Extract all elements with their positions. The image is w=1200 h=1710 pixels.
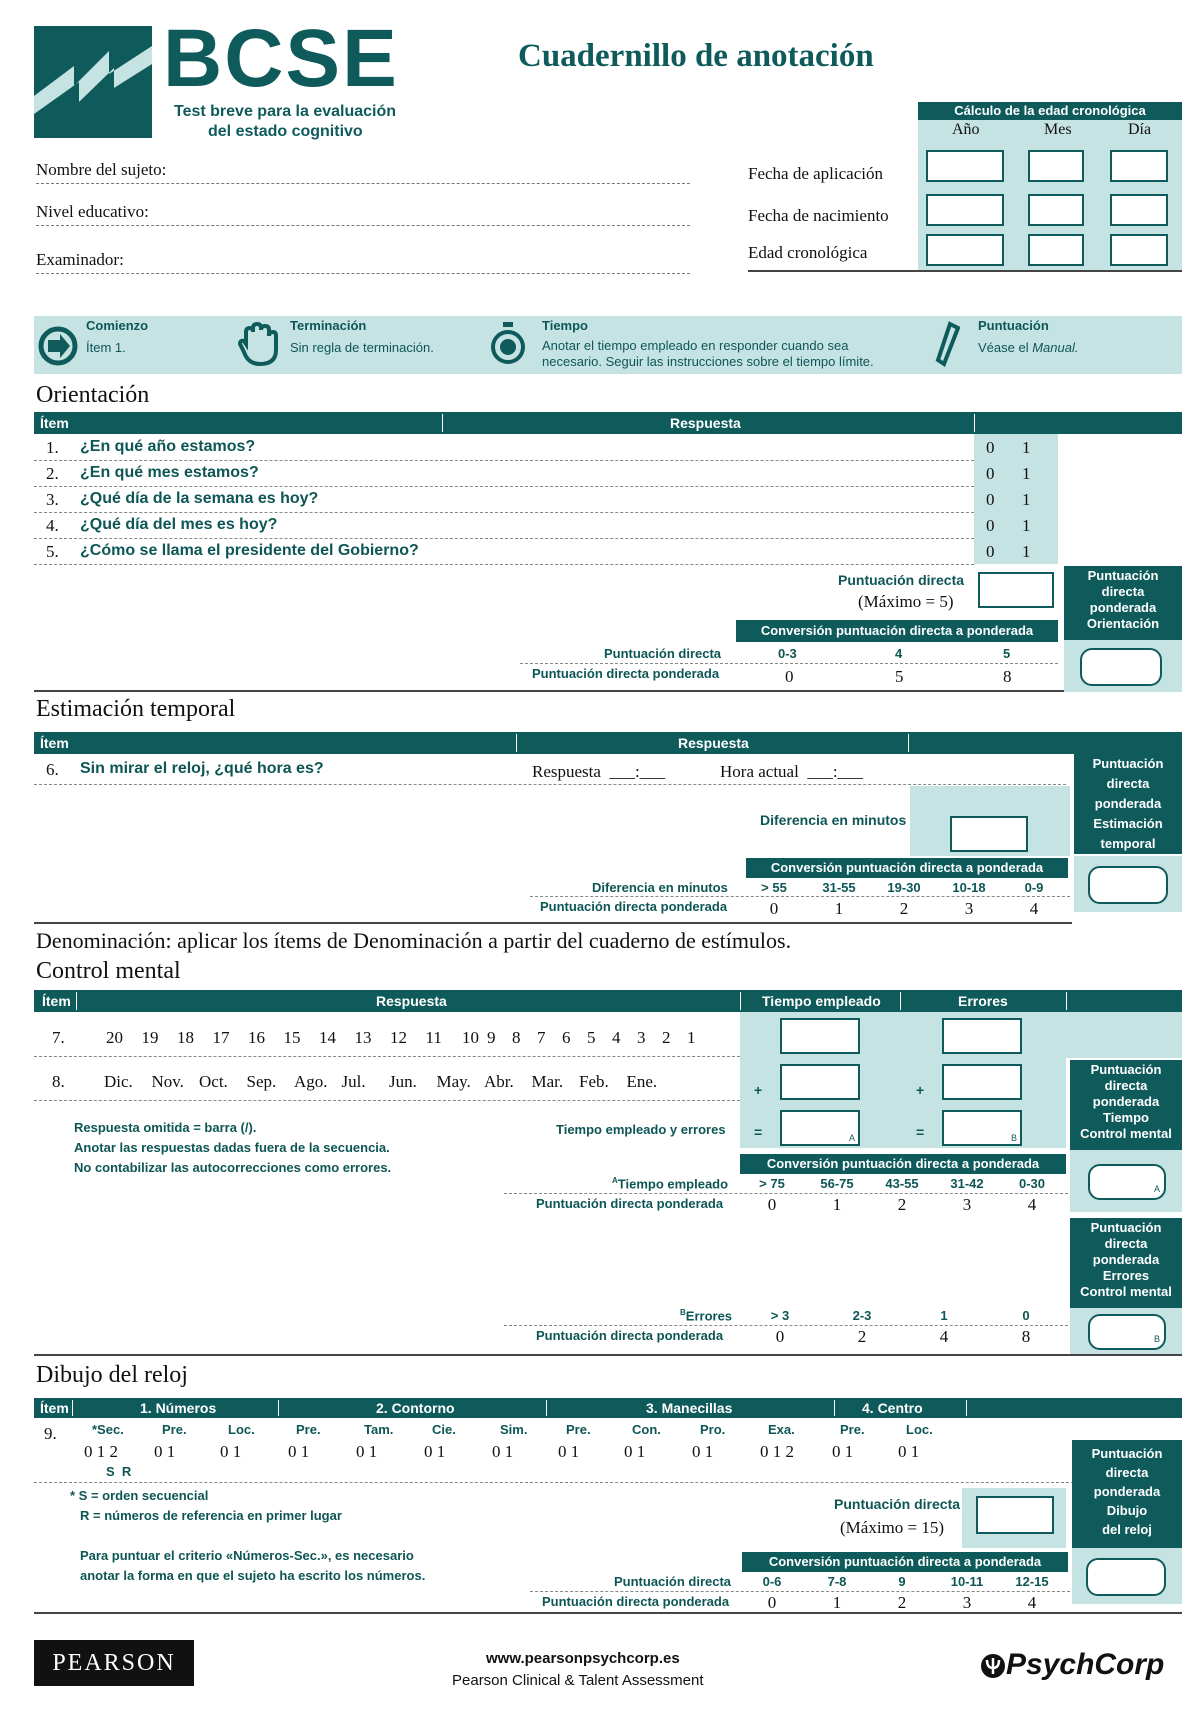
score-option-0[interactable]: 0: [986, 490, 995, 509]
estimation-title: Estimación temporal: [36, 696, 236, 722]
item-8-month[interactable]: Abr.: [484, 1072, 514, 1091]
clock-score-options[interactable]: 0 1: [356, 1442, 378, 1461]
clock-note-2: R = números de referencia en primer lugar: [80, 1508, 342, 1523]
orientation-row-rule: [34, 512, 974, 513]
clock-score-options[interactable]: 0 1: [424, 1442, 446, 1461]
clock-sub-criterion: Tam.: [364, 1422, 394, 1437]
application-month-box[interactable]: [1028, 150, 1084, 182]
time-title: Tiempo: [542, 318, 588, 333]
estimation-conv-r2: 3: [964, 899, 974, 918]
age-calc-title: Cálculo de la edad cronológica: [918, 102, 1182, 120]
clock-note-3: Para puntuar el criterio «Números-Sec.», es necesario: [80, 1548, 414, 1563]
item-7-value[interactable]: 8: [512, 1028, 521, 1047]
errors-conv-label: $^B$Errores: [680, 1308, 733, 1324]
orientation-item-number: 1.: [46, 438, 59, 457]
time-conv-r1: 56-75: [820, 1176, 854, 1191]
application-day-box[interactable]: [1110, 150, 1168, 182]
orientation-conv-r2-2: 8: [1003, 667, 1012, 686]
item-7-value[interactable]: 19: [141, 1028, 159, 1047]
errors-conv-r1: > 3: [770, 1308, 790, 1323]
time-conv-r2: 0: [767, 1195, 777, 1214]
instruction-bar: [34, 316, 1182, 374]
clock-conv-r2: 3: [962, 1593, 972, 1612]
errors-total-box[interactable]: B: [942, 1110, 1022, 1146]
clock-conv-r1: 7-8: [827, 1574, 847, 1589]
score-option-1[interactable]: 1: [1022, 490, 1031, 509]
clock-header: Ítem 1. Números 2. Contorno 3. Manecillas 4. Centro: [34, 1398, 1182, 1418]
clock-note-1: * S = orden secuencial: [70, 1488, 209, 1503]
item-8-month[interactable]: Jul.: [341, 1072, 366, 1091]
orientation-item-question: ¿Qué día del mes es hoy?: [80, 516, 278, 533]
clock-score-options[interactable]: 0 1: [492, 1442, 514, 1461]
item-7-value[interactable]: 17: [212, 1028, 230, 1047]
time-conv-label-2: Puntuación directa ponderada: [536, 1196, 724, 1211]
errors-conv-r2: 2: [857, 1327, 867, 1346]
item-7-value[interactable]: 16: [248, 1028, 265, 1047]
estimation-conv-r2: 4: [1029, 899, 1039, 918]
clock-conv-r2: 0: [767, 1593, 777, 1612]
clock-score-options[interactable]: 0 1: [624, 1442, 646, 1461]
clock-conv-title: Conversión puntuación directa a ponderada: [742, 1552, 1068, 1572]
item-8-month[interactable]: Feb.: [579, 1072, 609, 1091]
col-day: Día: [1128, 121, 1152, 138]
item-7-value[interactable]: 15: [283, 1028, 301, 1047]
logo-title: BCSE: [163, 13, 399, 104]
time-conv-r2: 4: [1027, 1195, 1037, 1214]
birth-year-box[interactable]: [926, 194, 1004, 226]
estimation-side-label: Puntuación directa ponderada Estimación temporal: [1074, 754, 1182, 854]
age-label: Edad cronológica: [748, 243, 868, 262]
clock-score-options[interactable]: 0 1: [832, 1442, 854, 1461]
clock-sub-criterion: Pro.: [700, 1422, 726, 1437]
application-date-label: Fecha de aplicación: [748, 164, 883, 183]
col-month: Mes: [1044, 121, 1072, 138]
start-text: Ítem 1.: [86, 340, 126, 355]
estimation-header: Ítem Respuesta: [34, 732, 1182, 754]
time-conv-r1: 0-30: [1018, 1176, 1046, 1191]
clock-sub-criterion: Con.: [632, 1422, 661, 1437]
item-8-month[interactable]: Jun.: [389, 1072, 417, 1091]
clock-conv-r2: 4: [1027, 1593, 1037, 1612]
start-title: Comienzo: [86, 318, 149, 333]
time-conv-r1: 43-55: [885, 1176, 919, 1191]
age-year-box[interactable]: [926, 234, 1004, 266]
naming-instruction: Denominación: aplicar los ítems de Denominación a partir del cuaderno de estímulos.: [36, 928, 792, 953]
clock-conv-r1: 10-11: [950, 1574, 984, 1589]
orientation-item-number: 2.: [46, 464, 59, 483]
orientation-conv-r2-0: 0: [785, 667, 794, 686]
clock-sub-criterion: *Sec.: [92, 1422, 124, 1437]
pearson-logo: PEARSON: [34, 1640, 194, 1686]
time-conv-r1: > 75: [759, 1176, 785, 1191]
plus-sign-errors: +: [916, 1082, 925, 1098]
orientation-item-number: 5.: [46, 542, 59, 561]
education-field[interactable]: Nivel educativo:: [36, 202, 690, 226]
clock-score-options[interactable]: 0 1 2: [84, 1442, 118, 1461]
item-7-value[interactable]: 13: [354, 1028, 372, 1047]
clock-conv-r1: 12-15: [1015, 1574, 1049, 1589]
orientation-row-rule: [34, 564, 974, 565]
item-7-value[interactable]: 11: [425, 1028, 442, 1047]
time-conv-r2: 2: [897, 1195, 907, 1214]
clock-sub-criterion: Loc.: [906, 1422, 933, 1437]
item-8-month[interactable]: Dic.: [104, 1072, 133, 1091]
stopwatch-icon: [490, 320, 526, 366]
age-calc-panel: [918, 102, 1182, 272]
psi-icon: [980, 1653, 1006, 1679]
clock-sub-criterion: Exa.: [768, 1422, 795, 1437]
orientation-pd-box[interactable]: [978, 572, 1054, 608]
estimation-conv-title: Conversión puntuación directa a ponderada: [746, 858, 1068, 878]
score-option-1[interactable]: 1: [1022, 438, 1031, 457]
item-8-errors-box[interactable]: [942, 1064, 1022, 1100]
time-weighted-box[interactable]: A: [1088, 1164, 1166, 1200]
item-7-value[interactable]: 2: [662, 1028, 671, 1047]
sr-labels: S R: [106, 1464, 132, 1479]
clock-score-options[interactable]: 0 1: [154, 1442, 176, 1461]
errors-side-label: Puntuación directa ponderada Errores Control mental: [1070, 1218, 1182, 1308]
item-7-value[interactable]: 3: [637, 1028, 646, 1047]
application-year-box[interactable]: [926, 150, 1004, 182]
clock-score-options[interactable]: 0 1: [220, 1442, 242, 1461]
item-6-question: Sin mirar el reloj, ¿qué hora es?: [80, 760, 324, 777]
estimation-conv-label-1: Diferencia en minutos: [592, 880, 728, 895]
time-text: Anotar el tiempo empleado en responder cuando sea necesario. Seguir las instrucciones sobre el tiempo límite.: [542, 338, 874, 369]
birth-day-box[interactable]: [1110, 194, 1168, 226]
clock-pd-box[interactable]: [976, 1496, 1054, 1534]
item-7-value[interactable]: 9: [487, 1028, 496, 1047]
orientation-item-question: ¿Qué día de la semana es hoy?: [80, 490, 319, 507]
orientation-header: Ítem Respuesta: [34, 412, 1182, 434]
estimation-conv-r1: 0-9: [1024, 880, 1044, 895]
item-8-time-box[interactable]: [780, 1064, 860, 1100]
clock-sub-criterion: Pre.: [162, 1422, 187, 1437]
estimation-conv-r1: > 55: [761, 880, 787, 895]
orientation-conv-label-1: Puntuación directa: [604, 646, 722, 661]
item-6-number: 6.: [46, 760, 59, 779]
clock-sub-criterion: Pre.: [296, 1422, 321, 1437]
errors-conv-r2: 4: [939, 1327, 949, 1346]
time-total-box[interactable]: A: [780, 1110, 860, 1146]
start-arrow-icon: [38, 326, 78, 366]
item-7-value[interactable]: 10: [462, 1028, 479, 1047]
score-option-0[interactable]: 0: [986, 542, 995, 561]
errors-weighted-box[interactable]: B: [1088, 1314, 1166, 1350]
errors-conv-r2: 0: [775, 1327, 785, 1346]
score-option-1[interactable]: 1: [1022, 516, 1031, 535]
logo-subtitle-1: Test breve para la evaluación: [174, 103, 397, 120]
orientation-item-question: ¿En qué año estamos?: [80, 438, 256, 455]
item-9-number: 9.: [44, 1424, 57, 1443]
orientation-row-rule: [34, 486, 974, 487]
name-field[interactable]: Nombre del sujeto:: [36, 160, 690, 184]
score-option-0[interactable]: 0: [986, 464, 995, 483]
errors-conv-label-2: Puntuación directa ponderada: [536, 1328, 724, 1343]
examiner-field[interactable]: Examinador:: [36, 250, 690, 274]
errors-conv-r1: 0: [1022, 1308, 1030, 1323]
mental-note-2: Anotar las respuestas dadas fuera de la secuencia.: [74, 1140, 390, 1155]
orientation-conv-r1-1: 4: [895, 646, 903, 661]
orientation-conv-title: Conversión puntuación directa a ponderada: [736, 620, 1058, 642]
clock-sub-criterion: Cie.: [432, 1422, 456, 1437]
estimation-conv-r2: 2: [899, 899, 909, 918]
termination-text: Sin regla de terminación.: [290, 340, 434, 355]
equals-sign-time: =: [754, 1124, 763, 1140]
clock-title: Dibujo del reloj: [36, 1362, 188, 1388]
clock-sub-criterion: Pre.: [566, 1422, 591, 1437]
errors-conv-r1: 2-3: [852, 1308, 872, 1323]
clock-side-label: Puntuación directa ponderada Dibujo del reloj: [1072, 1440, 1182, 1548]
orientation-pd-label: Puntuación directa: [838, 572, 965, 588]
item-7-time-box[interactable]: [780, 1018, 860, 1054]
item-7-value[interactable]: 4: [612, 1028, 621, 1047]
orientation-pd-max: (Máximo = 5): [858, 592, 954, 611]
orientation-item-question: ¿En qué mes estamos?: [80, 464, 259, 481]
errors-conv-r1: 1: [940, 1308, 948, 1323]
orientation-row-rule: [34, 460, 974, 461]
score-option-1[interactable]: 1: [1022, 542, 1031, 561]
age-day-box[interactable]: [1110, 234, 1168, 266]
birth-date-label: Fecha de nacimiento: [748, 206, 889, 225]
plus-sign-time: +: [754, 1082, 763, 1098]
item-7-value[interactable]: 6: [562, 1028, 571, 1047]
item-7-value[interactable]: 14: [319, 1028, 336, 1047]
orientation-conv-r1-0: 0-3: [778, 646, 797, 661]
footer-company: Pearson Clinical & Talent Assessment: [452, 1672, 704, 1689]
mental-control-header: Ítem Respuesta Tiempo empleado Errores: [34, 990, 1182, 1012]
estimation-diff-label: Diferencia en minutos: [760, 812, 907, 828]
mental-control-title: Control mental: [36, 958, 181, 984]
score-option-0[interactable]: 0: [986, 438, 995, 457]
clock-conv-label-1: Puntuación directa: [614, 1574, 732, 1589]
item-8-month[interactable]: Sep.: [246, 1072, 277, 1091]
item-7-value[interactable]: 12: [390, 1028, 407, 1047]
estimation-conv-r2: 0: [769, 899, 779, 918]
time-conv-label: $^A$Tiempo empleado: [612, 1176, 729, 1192]
equals-sign-errors: =: [916, 1124, 925, 1140]
estimation-conv-r1: 19-30: [887, 880, 921, 895]
estimation-weighted-box[interactable]: [1088, 866, 1168, 904]
col-year: Año: [952, 121, 980, 138]
pencil-icon: [934, 320, 960, 368]
logo-subtitle-2: del estado cognitivo: [208, 123, 363, 140]
estimation-conv-r1: 31-55: [822, 880, 856, 895]
clock-score-options[interactable]: 0 1: [288, 1442, 310, 1461]
clock-conv-label-2: Puntuación directa ponderada: [542, 1594, 730, 1609]
item-7-value[interactable]: 5: [587, 1028, 596, 1047]
time-conv-r1: 31-42: [950, 1176, 984, 1191]
mental-note-3: No contabilizar las autocorrecciones como errores.: [74, 1160, 392, 1175]
item-8-number: 8.: [52, 1072, 65, 1091]
clock-note-4: anotar la forma en que el sujeto ha escrito los números.: [80, 1568, 426, 1583]
orientation-conv-r2-1: 5: [895, 667, 904, 686]
clock-weighted-box[interactable]: [1086, 1558, 1166, 1596]
errors-conv-r2: 8: [1021, 1327, 1031, 1346]
estimation-diff-box[interactable]: [950, 816, 1028, 852]
time-side-label: Puntuación directa ponderada Tiempo Control mental: [1070, 1060, 1182, 1150]
time-errors-label: Tiempo empleado y errores: [556, 1122, 726, 1137]
clock-conv-r2: 1: [832, 1593, 842, 1612]
bcse-logo-mark: [34, 26, 152, 138]
orientation-conv-r1-2: 5: [1003, 646, 1011, 661]
item-8-month[interactable]: Oct.: [199, 1072, 228, 1091]
item-7-value[interactable]: 7: [537, 1028, 546, 1047]
age-month-box[interactable]: [1028, 234, 1084, 266]
orientation-item-question: ¿Cómo se llama el presidente del Gobierno?: [80, 542, 419, 559]
orientation-item-number: 4.: [46, 516, 59, 535]
mental-note-1: Respuesta omitida = barra (/).: [74, 1120, 257, 1135]
clock-sub-criterion: Loc.: [228, 1422, 255, 1437]
birth-month-box[interactable]: [1028, 194, 1084, 226]
orientation-weighted-box[interactable]: [1080, 648, 1162, 686]
time-conv-title: Conversión puntuación directa a ponderada: [740, 1154, 1066, 1174]
item-7-errors-box[interactable]: [942, 1018, 1022, 1054]
item-6-actual-time[interactable]: Hora actual ___:___: [720, 762, 864, 781]
item-7-value[interactable]: 20: [106, 1028, 123, 1047]
clock-sub-criterion: Pre.: [840, 1422, 865, 1437]
orientation-side-label: Puntuación directa ponderada Orientación: [1064, 566, 1182, 640]
clock-score-options[interactable]: 0 1: [692, 1442, 714, 1461]
clock-conv-r1: 9: [898, 1574, 906, 1589]
orientation-row-rule: [34, 538, 974, 539]
psychcorp-logo: PsychCorp: [980, 1648, 1164, 1682]
logo-wave-icon: [34, 26, 152, 138]
item-6-response[interactable]: Respuesta ___:___: [532, 762, 666, 781]
time-conv-r2: 3: [962, 1195, 972, 1214]
score-option-1[interactable]: 1: [1022, 464, 1031, 483]
score-title: Puntuación: [978, 318, 1049, 333]
item-7-value[interactable]: 1: [687, 1028, 696, 1047]
score-text: Véase el Manual.: [978, 340, 1079, 355]
footer-url[interactable]: www.pearsonpsychcorp.es: [486, 1650, 680, 1667]
item-8-month[interactable]: Ene.: [626, 1072, 658, 1091]
score-option-0[interactable]: 0: [986, 516, 995, 535]
clock-conv-r2: 2: [897, 1593, 907, 1612]
estimation-conv-r2: 1: [834, 899, 844, 918]
orientation-title: Orientación: [36, 382, 150, 408]
item-8-month[interactable]: May.: [436, 1072, 471, 1091]
termination-title: Terminación: [290, 318, 367, 333]
stop-hand-icon: [238, 322, 280, 366]
estimation-conv-label-2: Puntuación directa ponderada: [540, 899, 728, 914]
item-7-number: 7.: [52, 1028, 65, 1047]
item-8-month[interactable]: Ago.: [294, 1072, 328, 1091]
orientation-item-number: 3.: [46, 490, 59, 509]
item-7-value[interactable]: 18: [177, 1028, 194, 1047]
clock-sub-criterion: Sim.: [500, 1422, 528, 1437]
page-title: Cuadernillo de anotación: [518, 38, 874, 74]
clock-conv-r1: 0-6: [762, 1574, 782, 1589]
clock-score-options[interactable]: 0 1 2: [760, 1442, 794, 1461]
clock-score-options[interactable]: 0 1: [898, 1442, 920, 1461]
clock-pd-label: Puntuación directa: [834, 1496, 961, 1512]
item-8-month[interactable]: Nov.: [151, 1072, 184, 1091]
time-conv-r2: 1: [832, 1195, 842, 1214]
orientation-conv-label-2: Puntuación directa ponderada: [532, 666, 720, 681]
estimation-conv-r1: 10-18: [952, 880, 986, 895]
clock-pd-max: (Máximo = 15): [840, 1518, 945, 1537]
item-8-month[interactable]: Mar.: [531, 1072, 564, 1091]
clock-score-options[interactable]: 0 1: [558, 1442, 580, 1461]
